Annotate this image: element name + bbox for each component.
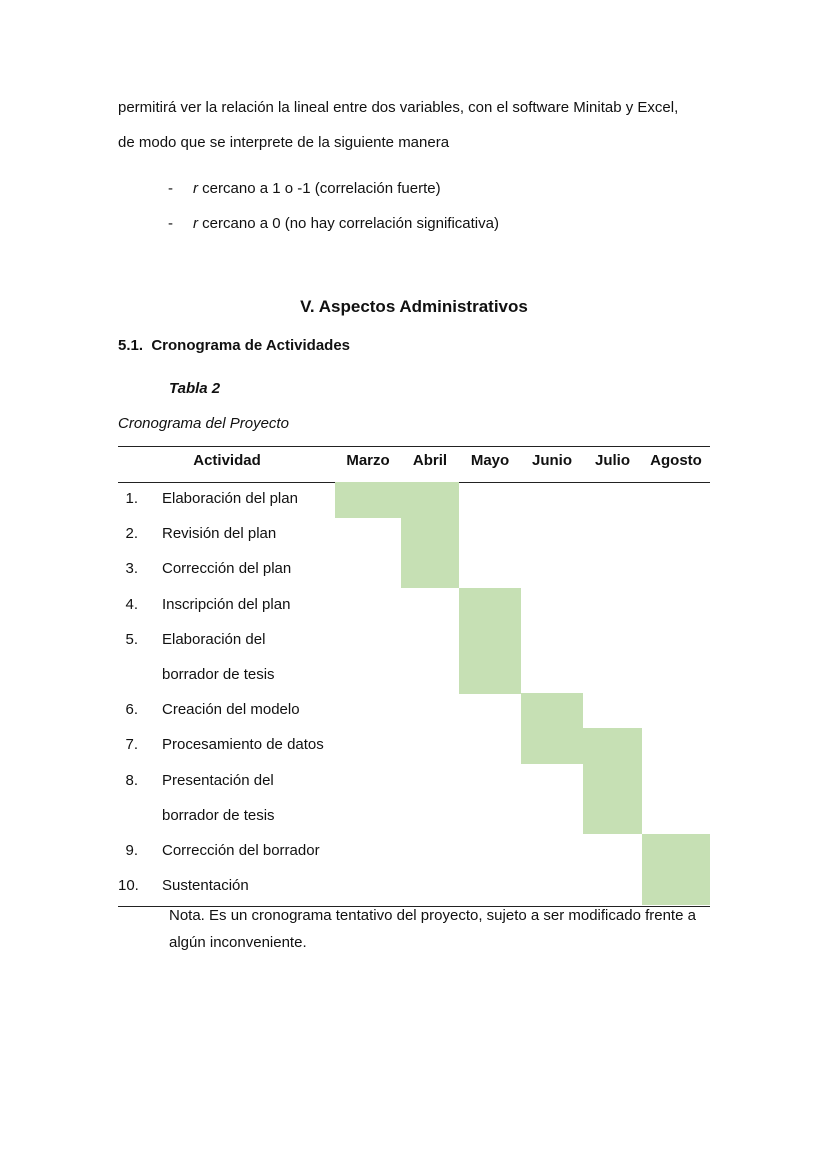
schedule-cell-4-mayo	[459, 588, 521, 624]
schedule-table	[118, 446, 710, 907]
activity-text: Elaboración del	[162, 630, 266, 648]
row-number: 8.	[125, 771, 138, 789]
row-number: 9.	[125, 842, 138, 859]
row-number: 1.	[125, 490, 138, 507]
activity-text: borrador de tesis	[162, 806, 275, 824]
activity-text: Elaboración del plan	[162, 490, 298, 507]
column-header-abril: Abril	[412, 452, 448, 469]
column-header-marzo: Marzo	[346, 452, 390, 469]
schedule-cell-9-agosto	[642, 834, 710, 870]
schedule-cell-7-julio	[583, 728, 642, 764]
activity-text: Sustentación	[162, 877, 249, 895]
section-title: V. Aspectos Administrativos	[300, 297, 528, 316]
schedule-cell-3-abril	[401, 552, 459, 588]
intro-line-2: de modo que se interprete de la siguiente manera	[118, 134, 450, 151]
row-number: 6.	[125, 701, 138, 719]
schedule-cell-7-junio	[521, 728, 583, 764]
activity-text: Revisión del plan	[162, 525, 277, 543]
subsection-title: 5.1. Cronograma de Actividades	[118, 337, 351, 354]
bullet-text: cercano a 0 (no hay correlación significativa)	[198, 215, 499, 232]
schedule-cell-1-marzo	[335, 482, 401, 518]
row-number: 4.	[125, 595, 138, 613]
table-note: Nota. Es un cronograma tentativo del proyecto, sujeto a ser modificado frente a algún inconveniente.	[169, 907, 696, 951]
table-top-rule	[118, 446, 710, 447]
bullet-item-no-correlation	[193, 215, 499, 232]
column-header-mayo: Mayo	[470, 452, 510, 469]
row-number: 7.	[125, 736, 138, 754]
activity-text: Inscripción del plan	[162, 595, 291, 613]
column-header-actividad: Actividad	[193, 452, 261, 469]
activity-text: Corrección del borrador	[162, 842, 320, 859]
table-label: Tabla 2	[169, 380, 221, 397]
row-number: 10.	[118, 877, 139, 895]
bullet-item-strong-correlation	[193, 180, 441, 197]
activity-text: Presentación del	[162, 771, 274, 789]
column-header-agosto: Agosto	[650, 452, 702, 469]
variable-r: r	[193, 215, 198, 232]
schedule-cell-6-junio	[521, 693, 583, 729]
row-number: 3.	[125, 560, 138, 578]
variable-r: r	[193, 180, 198, 197]
schedule-cell-1-abril	[401, 482, 459, 518]
bullet-dash: -	[168, 180, 173, 197]
schedule-cell-8-julio	[583, 764, 642, 835]
activity-text: Corrección del plan	[162, 560, 292, 578]
activity-text: Creación del modelo	[162, 701, 300, 719]
schedule-cell-10-agosto	[642, 869, 710, 905]
row-number: 5.	[125, 630, 138, 648]
schedule-cell-5-mayo	[459, 623, 521, 694]
activity-text: borrador de tesis	[162, 666, 275, 683]
table-caption: Cronograma del Proyecto	[118, 415, 289, 432]
intro-line-1: permitirá ver la relación la lineal entre dos variables, con el software Minitab y Excel,	[118, 99, 679, 116]
column-header-junio: Junio	[532, 452, 572, 469]
row-number: 2.	[125, 525, 138, 543]
activity-text: Procesamiento de datos	[162, 736, 324, 754]
bullet-text: cercano a 1 o -1 (correlación fuerte)	[198, 180, 441, 197]
bullet-dash: -	[168, 215, 173, 232]
column-header-julio: Julio	[594, 452, 630, 469]
schedule-cell-2-abril	[401, 517, 459, 553]
